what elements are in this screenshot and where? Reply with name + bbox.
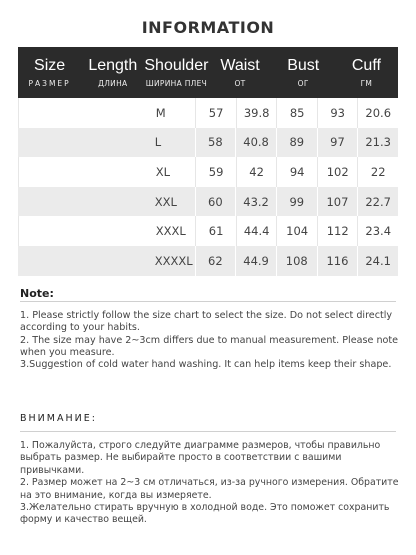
header-shoulder-label-ru: ШИРИНА ПЛЕЧ bbox=[145, 78, 208, 88]
cell-length: 57 bbox=[195, 98, 236, 128]
header-waist-label: Waist bbox=[220, 56, 260, 74]
header-bust bbox=[272, 47, 335, 98]
header-waist-label-ru: ОТ bbox=[234, 78, 246, 88]
note-heading: Note: bbox=[20, 287, 54, 300]
note-list bbox=[20, 310, 400, 371]
cell-size: M bbox=[18, 98, 195, 128]
table-row bbox=[18, 216, 398, 246]
cell-waist: 108 bbox=[276, 246, 317, 276]
header-length-label: Length bbox=[88, 56, 138, 74]
cell-bust: 93 bbox=[317, 98, 358, 128]
header-cuff-label: Cuff bbox=[351, 56, 381, 74]
cell-waist: 104 bbox=[276, 216, 317, 246]
cell-waist: 85 bbox=[276, 98, 317, 128]
header-shoulder bbox=[144, 47, 208, 98]
cell-length: 58 bbox=[195, 128, 236, 158]
note-divider bbox=[20, 301, 396, 302]
table-row bbox=[18, 128, 398, 158]
cell-bust: 102 bbox=[317, 157, 358, 187]
ru-note-item: 2. Размер может на 2~3 см отличаться, из-за ручного измерения. Обратите на это внимание, когда вы измеряете. bbox=[20, 477, 399, 501]
cell-cuff: 24.1 bbox=[357, 246, 398, 276]
header-size-label: Size bbox=[34, 56, 66, 74]
note-item: 3.Suggestion of cold water hand washing. It can help items keep their shape. bbox=[20, 359, 392, 371]
table-row bbox=[18, 246, 398, 276]
cell-cuff: 23.4 bbox=[357, 216, 398, 246]
cell-bust: 112 bbox=[317, 216, 358, 246]
cell-shoulder: 39.8 bbox=[236, 98, 277, 128]
table-row bbox=[18, 157, 398, 187]
header-shoulder-label: Shoulder bbox=[144, 56, 209, 74]
cell-shoulder: 44.9 bbox=[235, 246, 276, 276]
header-size bbox=[18, 47, 81, 98]
cell-bust: 107 bbox=[317, 187, 358, 217]
header-bust-label: Bust bbox=[287, 56, 320, 74]
page-title: INFORMATION bbox=[141, 18, 275, 37]
header-length-label-ru: ДЛИНА bbox=[98, 78, 128, 88]
cell-shoulder: 44.4 bbox=[236, 216, 277, 246]
cell-cuff: 22.7 bbox=[357, 187, 398, 217]
cell-bust: 116 bbox=[317, 246, 358, 276]
cell-shoulder: 42 bbox=[236, 157, 277, 187]
header-size-label-ru: РАЗМЕР bbox=[28, 78, 71, 88]
cell-cuff: 22 bbox=[357, 157, 398, 187]
cell-size: XL bbox=[18, 157, 195, 187]
cell-bust: 97 bbox=[317, 128, 358, 158]
ru-note-list bbox=[20, 440, 402, 527]
cell-size: XXL bbox=[154, 194, 177, 209]
cell-length: 62 bbox=[195, 246, 236, 276]
table-row bbox=[18, 187, 398, 217]
ru-note-divider bbox=[20, 431, 396, 432]
cell-cuff: 20.6 bbox=[357, 98, 398, 128]
header-length bbox=[81, 47, 144, 98]
size-chart-table bbox=[18, 47, 398, 276]
cell-shoulder: 40.8 bbox=[235, 128, 276, 158]
header-waist bbox=[208, 47, 271, 98]
note-item: 2. The size may have 2~3cm differs due to manual measurement. Please note when you measure. bbox=[20, 334, 399, 358]
ru-note-item: 3.Желательно стирать вручную в холодной воде. Это поможет сохранить форму и качество вещей. bbox=[20, 502, 390, 526]
cell-waist: 99 bbox=[276, 187, 317, 217]
header-bust-label-ru: ОГ bbox=[297, 78, 309, 88]
ru-note-item: 1. Пожалуйста, строго следуйте диаграмме размеров, чтобы правильно выбрать размер. Не выбирайте просто в соответствии с вашими привычками. bbox=[20, 440, 381, 476]
cell-size: XXXL bbox=[18, 216, 195, 246]
note-item: 1. Please strictly follow the size chart to select the size. Do not select directly according to your habits. bbox=[20, 310, 393, 334]
cell-waist: 89 bbox=[276, 128, 317, 158]
cell-size: XXXXL bbox=[154, 253, 193, 268]
cell-waist: 94 bbox=[276, 157, 317, 187]
header-cuff bbox=[335, 47, 398, 98]
table-header bbox=[18, 47, 398, 98]
cell-length: 60 bbox=[195, 187, 236, 217]
table-row bbox=[18, 98, 398, 128]
cell-length: 61 bbox=[195, 216, 236, 246]
cell-cuff: 21.3 bbox=[357, 128, 398, 158]
cell-size: L bbox=[154, 135, 162, 150]
ru-note-heading: ВНИМАНИЕ: bbox=[20, 413, 97, 424]
cell-length: 59 bbox=[195, 157, 236, 187]
cell-shoulder: 43.2 bbox=[235, 187, 276, 217]
header-cuff-label-ru: ГМ bbox=[360, 78, 373, 88]
